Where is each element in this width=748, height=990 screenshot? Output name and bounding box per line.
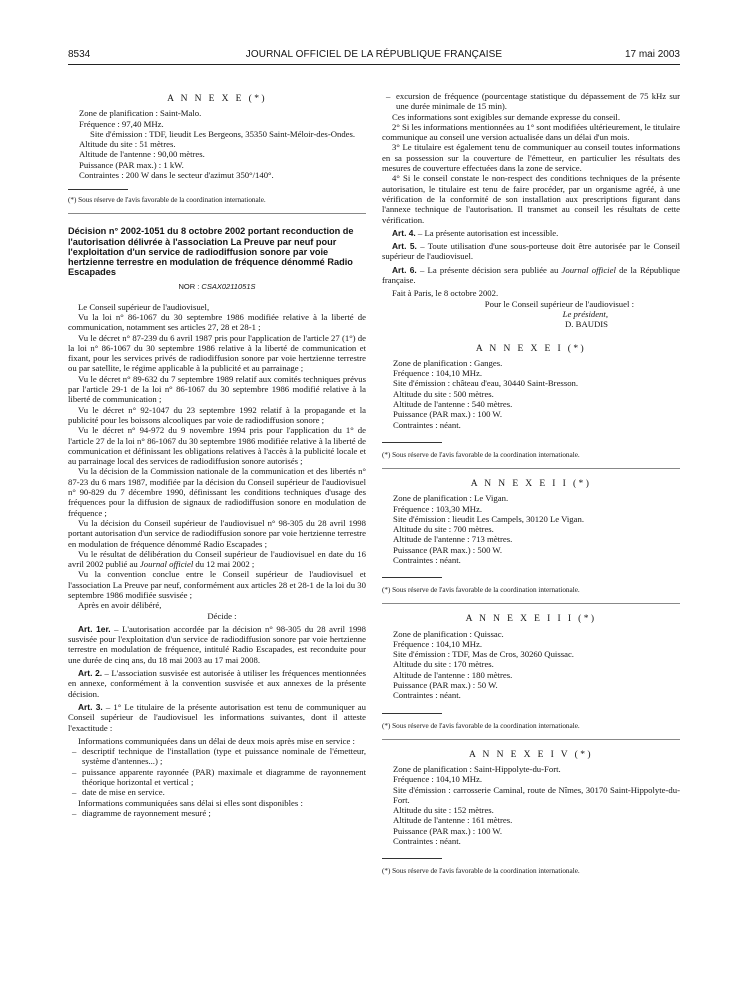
footnote-rule xyxy=(382,577,442,578)
article-1-label: Art. 1er. xyxy=(78,623,111,634)
annex-title: A N N E X E I I I (*) xyxy=(465,614,597,625)
article-4 xyxy=(382,228,680,238)
article-3-demand: Ces informations sont exigibles sur demande expresse du conseil. xyxy=(392,111,621,122)
section-separator xyxy=(68,213,366,214)
footnote-rule xyxy=(382,858,442,859)
done-at: Fait à Paris, le 8 octobre 2002. xyxy=(392,288,499,299)
section-separator xyxy=(382,739,680,740)
annex-line: Altitude du site : 152 mètres. xyxy=(393,805,494,816)
annex-line: Altitude de l'antenne : 540 mètres. xyxy=(393,399,513,410)
nor-code: CSAX0211051S xyxy=(201,282,256,292)
article-3-info-2: Informations communiquées sans délai si elles sont disponibles : xyxy=(78,797,303,808)
annex-line: Zone de planification : Saint-Hippolyte-du-Fort. xyxy=(393,763,561,774)
nor-reference xyxy=(68,282,366,292)
journal-title: JOURNAL OFFICIEL DE LA RÉPUBLIQUE FRANÇAISE xyxy=(245,49,503,60)
annex-line: Fréquence : 97,40 MHz. xyxy=(79,118,164,129)
issue-date: 17 mai 2003 xyxy=(624,49,680,60)
list-item: – date de mise en service. xyxy=(72,787,165,798)
annex-line: Fréquence : 104,10 MHz. xyxy=(393,368,483,379)
visa-paragraph: Vu le décret n° 87-239 du 6 avril 1987 pris pour l'application de l'article 27 (1°) de la loi n° 86-1067 du 30 septembre 1986 relative à la liberté de communication et fixant, pour les services privés de radiodiffusion sonore par voie hertzienne terrestre ou par satellite, le régime applicable à la publicité et au parrainage ; xyxy=(68,332,366,374)
article-6-label: Art. 6. xyxy=(392,264,417,275)
annex-line: Site d'émission : TDF, lieudit Les Bergeons, 35350 Saint-Méloir-des-Ondes. xyxy=(90,128,356,139)
visa-paragraph: Vu la convention conclue entre le Conseil supérieur de l'audiovisuel et l'association La Preuve par neuf, conformément aux articles 28 et 28-1 de la loi du 30 septembre 1986 modifiée susvisée ; xyxy=(68,569,366,600)
annex-title: A N N E X E I V (*) xyxy=(469,749,593,760)
visa-paragraph: Vu le décret n° 92-1047 du 23 septembre 1992 relatif à la propagande et la publicité pour les boissons alcooliques par voie de radiodiffusion sonore ; xyxy=(68,404,366,425)
section-separator xyxy=(382,603,680,604)
annex-line: Contraintes : néant. xyxy=(393,554,461,565)
annex-details xyxy=(382,629,680,701)
article-3-paragraph-4: 4° Si le conseil constate le non-respect des conditions techniques de la présente autorisation, le titulaire est tenu de faire procéder, par un organisme agréé, à une vérification de la conformité de son installation aux prescriptions figurant dans l'annexe technique de l'autorisation. Il transmet au conseil les résultats de cette vérification. xyxy=(382,173,680,225)
annex-footnote: (*) Sous réserve de l'avis favorable de la coordination internationale. xyxy=(382,450,580,459)
article-4-text: – La présente autorisation est incessible. xyxy=(415,227,559,238)
visa-paragraph: Vu la décision du Conseil supérieur de l'audiovisuel n° 98-305 du 28 avril 1998 portant autorisation d'un service de radiodiffusion sonore par voie hertzienne terrestre en modulation de fréquence dénommé Radio Escapades ; xyxy=(68,517,366,549)
annex-details xyxy=(68,108,366,180)
decide-heading: Décide : xyxy=(207,610,237,621)
annex-line: Contraintes : néant. xyxy=(393,419,461,430)
annex-line: Zone de planification : Quissac. xyxy=(393,628,504,639)
article-3-paragraph-3: 3° Le titulaire est également tenu de communiquer au conseil toutes informations en sa possession sur la couverture de l'émetteur, en particulier les résultats des mesures de couverture effectuées dans la zone de service. xyxy=(382,142,680,174)
article-2 xyxy=(68,668,366,699)
footnote-rule xyxy=(68,189,128,190)
article-3 xyxy=(68,702,366,733)
nor-label: NOR : xyxy=(178,282,200,292)
left-column xyxy=(68,94,366,818)
annex-line: Zone de planification : Saint-Malo. xyxy=(79,108,202,119)
article-4-label: Art. 4. xyxy=(392,227,416,238)
article-5 xyxy=(382,241,680,262)
annex-line: Site d'émission : château d'eau, 30440 Saint-Bresson. xyxy=(393,378,579,389)
signature-for: Pour le Conseil supérieur de l'audiovisuel : xyxy=(484,298,634,309)
list-item: – descriptif technique de l'installation (type et puissance nominale de l'émetteur, système d'antennes...) ; xyxy=(72,746,366,767)
signature-role: Le président, xyxy=(562,308,608,319)
footnote-rule xyxy=(382,442,442,443)
visa-paragraph: Après en avoir délibéré, xyxy=(78,600,162,611)
article-2-text: – L'association susvisée est autorisée à utiliser les fréquences mentionnées en annexe, conformément à la convention susvisée et aux annexes de la présente décision. xyxy=(68,668,366,699)
annex-details xyxy=(382,358,680,430)
annex-line: Altitude du site : 170 mètres. xyxy=(393,659,494,670)
annex-section xyxy=(382,614,680,739)
annex-line: Contraintes : néant. xyxy=(393,690,461,701)
article-3-paragraph-2: 2° Si les informations mentionnées au 1° sont modifiées ultérieurement, le titulaire communique au conseil une version actualisée dans un délai d'un mois. xyxy=(382,121,680,143)
annex-list xyxy=(382,344,680,877)
annex-footnote: (*) Sous réserve de l'avis favorable de la coordination internationale. xyxy=(382,586,580,595)
visa-paragraph: Vu le décret n° 94-972 du 9 novembre 1994 pris pour l'application du 1° de l'article 27 de la loi n° 86-1067 du 30 septembre 1986 modifiée relative à la liberté de communication et définissant les obligations relatives à l'accès à la publicité locale et au parrainage local des services de radiodiffusion sonore autorisés ; xyxy=(68,425,366,467)
visa-paragraph: Vu le décret n° 89-632 du 7 septembre 1989 relatif aux comités techniques prévus par l'article 29-1 de la loi n° 86-1067 du 30 septembre 1986 modifié relative à la liberté de communication ; xyxy=(68,373,366,405)
article-5-text: – Toute utilisation d'une sous-porteuse doit être autorisée par le Conseil supérieur de l'audiovisuel. xyxy=(382,241,680,262)
page-number: 8534 xyxy=(68,49,91,60)
annex-line: Site d'émission : TDF, Mas de Cros, 30260 Quissac. xyxy=(393,649,574,660)
article-2-label: Art. 2. xyxy=(78,668,103,679)
annex-line: Puissance (PAR max.) : 1 kW. xyxy=(79,159,184,170)
signature-name: D. BAUDIS xyxy=(565,319,608,330)
decision-intro: Le Conseil supérieur de l'audiovisuel, xyxy=(78,301,210,312)
visa-paragraph: Vu la loi n° 86-1067 du 30 septembre 1986 modifiée relative à la liberté de communication, notamment ses articles 27, 28 et 28-1 ; xyxy=(68,311,366,333)
annex-line: Contraintes : 200 W dans le secteur d'azimut 350°/140°. xyxy=(79,170,274,181)
article-3-info-1: Informations communiquées dans un délai de deux mois après mise en service : xyxy=(78,735,355,746)
annex-line: Altitude du site : 700 mètres. xyxy=(393,524,494,535)
annex-footnote: (*) Sous réserve de l'avis favorable de la coordination internationale. xyxy=(68,196,266,205)
annex-line: Zone de planification : Le Vigan. xyxy=(393,493,509,504)
visa-paragraph: Vu la décision de la Commission nationale de la communication et des libertés n° 87-23 du 6 mars 1987, modifiée par la décision du Conseil supérieur de l'audiovisuel n° 90-829 du 7 décembre 1990, définissant les conditions techniques d'usage des fréquences pour la diffusion de signaux de radiodiffusion sonore en modulation de fréquence ; xyxy=(68,466,366,518)
list-item: – diagramme de rayonnement mesuré ; xyxy=(72,807,211,818)
annex-line: Altitude de l'antenne : 90,00 mètres. xyxy=(79,149,205,160)
article-1 xyxy=(68,624,366,665)
annex-line: Puissance (PAR max.) : 500 W. xyxy=(393,544,502,555)
annex-title: A N N E X E I I (*) xyxy=(470,478,592,489)
annex-line: Site d'émission : carrosserie Caminal, route de Nîmes, 30170 Saint-Hippolyte-du-Fort. xyxy=(393,784,680,805)
annex-line: Puissance (PAR max.) : 100 W. xyxy=(393,409,502,420)
annex-line: Altitude du site : 500 mètres. xyxy=(393,388,494,399)
page-header xyxy=(68,49,680,65)
annex-line: Altitude de l'antenne : 713 mètres. xyxy=(393,534,513,545)
annex-title: A N N E X E (*) xyxy=(167,94,267,104)
annex-line: Fréquence : 104,10 MHz. xyxy=(393,638,483,649)
annex-line: Fréquence : 103,30 MHz. xyxy=(393,503,483,514)
annex-footnote: (*) Sous réserve de l'avis favorable de la coordination internationale. xyxy=(382,721,580,730)
right-column xyxy=(382,91,680,876)
annex-section xyxy=(382,479,680,604)
section-separator xyxy=(382,468,680,469)
visa-list xyxy=(68,312,366,611)
annex-line: Zone de planification : Ganges. xyxy=(393,357,503,368)
decision-title: Décision n° 2002-1051 du 8 octobre 2002 portant reconduction de l'autorisation délivrée à l'association La Preuve par neuf pour l'exploitation d'un service de radiodiffusion sonore par voie hertzienne terrestre en modulation de fréquence dénommé Radio Escapades xyxy=(68,226,354,278)
list-item: – puissance apparente rayonnée (PAR) maximale et diagramme de rayonnement théorique horizontal et vertical ; xyxy=(72,766,366,788)
article-5-label: Art. 5. xyxy=(392,241,417,252)
article-3-label: Art. 3. xyxy=(78,701,103,712)
annex-line: Puissance (PAR max.) : 100 W. xyxy=(393,825,502,836)
annex-details xyxy=(382,493,680,565)
article-6: Art. 6. – La présente décision sera publiée au Journal officiel de la République française. xyxy=(382,264,680,286)
annex-line: Site d'émission : lieudit Les Campels, 30120 Le Vigan. xyxy=(393,513,585,524)
header-rule xyxy=(68,64,680,65)
annex-section xyxy=(382,344,680,469)
annex-section xyxy=(382,750,680,877)
annex-line: Fréquence : 104,10 MHz. xyxy=(393,774,483,785)
footnote-rule xyxy=(382,713,442,714)
annex-details xyxy=(382,764,680,846)
annex-line: Altitude de l'antenne : 180 mètres. xyxy=(393,669,513,680)
annex-title: A N N E X E I (*) xyxy=(475,343,587,354)
article-1-text: – L'autorisation accordée par la décision n° 98-305 du 28 avril 1998 susvisée pour l'exploitation d'un service de radiodiffusion sonore par voie hertzienne terrestre en modulation de fréquence, intitulé Radio Escapades, est reconduite pour une durée de cinq ans, du 18 mai 2003 au 17 mai 2008. xyxy=(68,623,366,665)
annex-line: Puissance (PAR max.) : 50 W. xyxy=(393,680,498,691)
annex-line: Contraintes : néant. xyxy=(393,836,461,847)
visa-paragraph: Vu le résultat de délibération du Conseil supérieur de l'audiovisuel en date du 16 avril 2002 publié au Journal officiel du 12 mai 2002 ; xyxy=(68,548,366,570)
list-item: – excursion de fréquence (pourcentage statistique du dépassement de 75 kHz sur une durée minimale de 15 min). xyxy=(386,91,680,112)
journal-officiel-ref: Journal officiel xyxy=(561,264,616,275)
annex-line: Altitude de l'antenne : 161 mètres. xyxy=(393,815,513,826)
annex-footnote: (*) Sous réserve de l'avis favorable de la coordination internationale. xyxy=(382,867,580,876)
annex-line: Altitude du site : 51 mètres. xyxy=(79,139,176,150)
article-3-text: – 1° Le titulaire de la présente autorisation est tenu de communiquer au Conseil supérieur de l'audiovisuel les informations suivantes, dont il atteste l'exactitude : xyxy=(68,701,366,733)
